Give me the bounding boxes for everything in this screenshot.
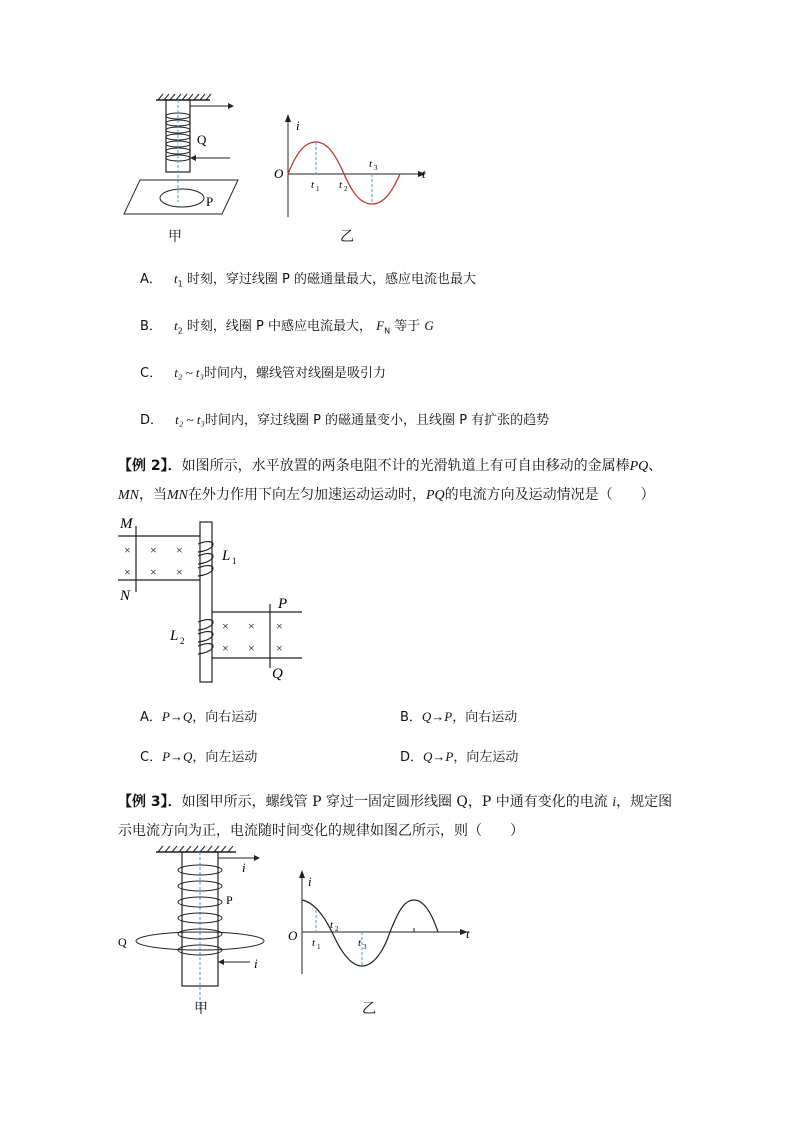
- figure1-left-caption: 甲: [168, 229, 182, 245]
- q1-option-d[interactable]: D． t₂ ~ t₃时间内，穿过线圈 P 的磁通量变小，且线圈 P 有扩张的趋势: [140, 412, 550, 428]
- example3-right-graph: [286, 868, 476, 978]
- axis-i-2: i: [308, 874, 312, 889]
- svg-text:×: ×: [176, 543, 183, 557]
- q1-option-c[interactable]: C． t₂ ~ t₃时间内，螺线管对线圈是吸引力: [140, 365, 387, 381]
- example3-left-diagram: [112, 844, 278, 1016]
- label-L1: L: [222, 548, 231, 564]
- svg-text:×: ×: [276, 641, 283, 655]
- t2-label: t: [339, 179, 343, 191]
- label-Q2: Q: [272, 666, 283, 682]
- label-P: P: [206, 194, 214, 209]
- example2-stem: 【例 2】．如图所示，水平放置的两条电阻不计的光滑轨道上有可自由移动的金属棒PQ、 MN，当MN在外力作用下向左匀加速运动运动时，PQ的电流方向及运动情况是（ ）: [118, 458, 663, 503]
- svg-text:×: ×: [150, 565, 157, 579]
- example2-diagram: [118, 512, 318, 684]
- example3-left-caption: 甲: [194, 1001, 208, 1017]
- example3-stem: 【例 3】．如图甲所示，螺线管 P 穿过一固定圆形线圈 Q，P 中通有变化的电流 i，规定图 示电流方向为正，电流随时间变化的规律如图乙所示，则（ ）: [118, 794, 673, 839]
- axis-t: t: [422, 166, 426, 181]
- example3-right-caption: 乙: [362, 1001, 376, 1017]
- origin-2: O: [288, 928, 298, 943]
- label-Q3: Q: [118, 935, 127, 949]
- example2-tag: 【例 2】．: [118, 458, 182, 474]
- axis-t-2: t: [466, 926, 470, 941]
- t2-label-2: t: [330, 919, 334, 931]
- origin: O: [274, 166, 284, 181]
- q1-option-a[interactable]: A． $t_1$ 时刻，穿过线圈 P 的磁通量最大，感应电流也最大: [140, 271, 477, 289]
- example2-option-b[interactable]: B．Q→P，向右运动: [400, 709, 518, 725]
- figure1-right-graph: [268, 112, 438, 222]
- example2-option-a[interactable]: A．P→Q，向右运动: [140, 709, 258, 725]
- label-M: M: [120, 516, 133, 532]
- t3-sub-2: 3: [363, 943, 367, 951]
- t2-sub-2: 2: [335, 925, 339, 933]
- t3-label: t: [369, 158, 373, 170]
- label-L2: L: [170, 628, 179, 644]
- t1-sub-2: 1: [317, 943, 321, 951]
- svg-text:×: ×: [248, 619, 255, 633]
- t1-sub: 1: [316, 185, 320, 193]
- svg-text:×: ×: [150, 543, 157, 557]
- svg-text:×: ×: [124, 543, 131, 557]
- svg-text:×: ×: [276, 619, 283, 633]
- t1-label: t: [311, 179, 315, 191]
- example3-tag: 【例 3】．: [118, 794, 182, 810]
- label-N: N: [120, 588, 131, 604]
- field-marks-left: [124, 543, 183, 579]
- label-P2: P: [278, 596, 288, 612]
- example2-option-d[interactable]: D．Q→P，向左运动: [400, 749, 519, 765]
- current-i-bottom: i: [254, 956, 258, 971]
- svg-text:×: ×: [222, 619, 229, 633]
- axis-i: i: [296, 118, 300, 133]
- field-marks-right: [222, 619, 283, 655]
- svg-text:×: ×: [222, 641, 229, 655]
- t2-sub: 2: [344, 185, 348, 193]
- label-L1-sub: 1: [232, 556, 237, 566]
- svg-text:×: ×: [176, 565, 183, 579]
- label-Q: Q: [197, 132, 207, 147]
- t1-label-2: t: [312, 937, 316, 949]
- t3-label-2: t: [358, 937, 362, 949]
- current-i-top: i: [242, 860, 246, 875]
- label-L2-sub: 2: [180, 636, 185, 646]
- svg-text:×: ×: [124, 565, 131, 579]
- example2-option-c[interactable]: C．P→Q，向左运动: [140, 749, 258, 765]
- svg-text:×: ×: [248, 641, 255, 655]
- t3-sub: 3: [374, 164, 378, 172]
- label-P3: P: [226, 893, 233, 907]
- figure1-left-diagram: [118, 92, 248, 222]
- figure1-right-caption: 乙: [340, 229, 354, 245]
- q1-option-b[interactable]: B． $t_2$ 时刻，线圈 P 中感应电流最大， $F_N$ 等于 G: [140, 318, 434, 336]
